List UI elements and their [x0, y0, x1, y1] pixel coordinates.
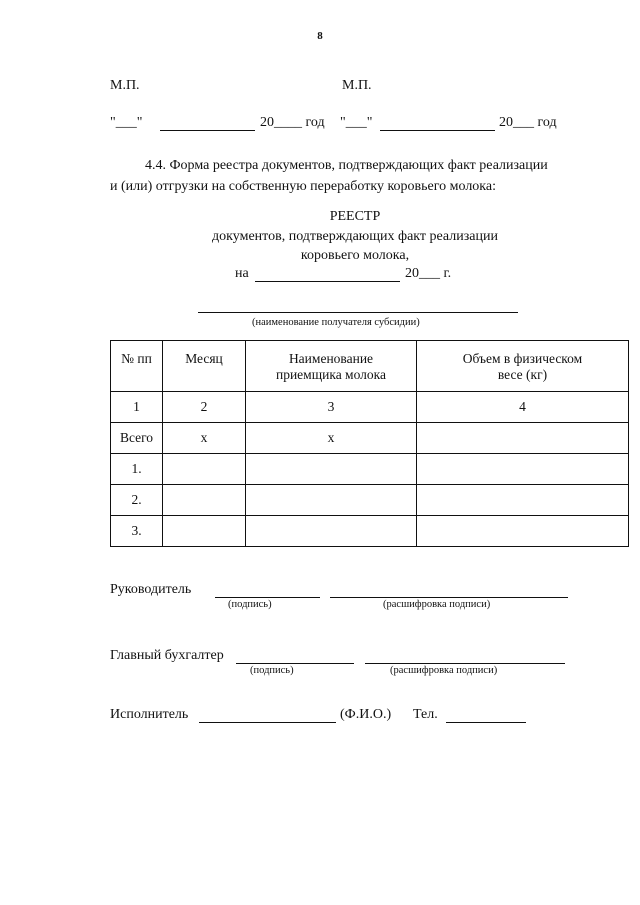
table-cell — [417, 485, 629, 516]
table-cell — [163, 516, 246, 547]
header-month: Месяц — [163, 341, 246, 392]
table-cell: 1 — [111, 392, 163, 423]
table-cell — [246, 516, 417, 547]
table-row — [111, 454, 629, 485]
table-row — [111, 485, 629, 516]
registry-title: РЕЕСТР — [329, 209, 381, 224]
registry-date-suffix: 20___ г. — [405, 266, 452, 281]
table-cell: 3. — [111, 516, 163, 547]
table-cell: Всего — [111, 423, 163, 454]
stamp-right: М.П. — [342, 78, 372, 93]
date-quote-left: "___" — [110, 115, 143, 130]
head-decode-caption: (расшифровка подписи) — [383, 599, 491, 610]
date-year-right: 20___ год — [499, 115, 557, 130]
accountant-label: Главный бухгалтер — [110, 648, 224, 663]
header-number: № пп — [111, 341, 163, 392]
table-cell — [246, 454, 417, 485]
table-cell: 1. — [111, 454, 163, 485]
accountant-decode-caption: (расшифровка подписи) — [390, 665, 498, 676]
executor-tel-label: Тел. — [413, 707, 438, 722]
table-cell: 2. — [111, 485, 163, 516]
date-quote-right: "___" — [340, 115, 373, 130]
registry-date-prefix: на — [235, 266, 249, 281]
registry-subtitle-1: документов, подтверждающих факт реализации — [212, 229, 498, 244]
date-line-left — [160, 130, 255, 131]
table-cell: x — [163, 423, 246, 454]
executor-label: Исполнитель — [110, 707, 189, 722]
table-total-row — [111, 423, 629, 454]
head-decode-line — [330, 597, 568, 598]
table-cell — [417, 454, 629, 485]
table-cell: 4 — [417, 392, 629, 423]
table-cell: x — [246, 423, 417, 454]
table-cell — [417, 516, 629, 547]
header-receiver: Наименование приемщика молока — [246, 341, 417, 392]
header-volume: Объем в физическом весе (кг) — [417, 341, 629, 392]
table-cell — [163, 454, 246, 485]
recipient-line — [198, 312, 518, 313]
head-sign-caption: (подпись) — [228, 599, 272, 610]
registry-subtitle-2: коровьего молока, — [300, 248, 410, 263]
head-sign-line — [215, 597, 320, 598]
registry-date-line — [255, 281, 400, 282]
accountant-sign-caption: (подпись) — [250, 665, 294, 676]
page-number: 8 — [317, 30, 323, 42]
executor-fio: (Ф.И.О.) — [340, 707, 392, 722]
date-year-left: 20____ год — [260, 115, 325, 130]
table-row — [111, 516, 629, 547]
recipient-caption: (наименование получателя субсидии) — [252, 317, 420, 328]
table-cell — [163, 485, 246, 516]
intro-line-2: и (или) отгрузки на собственную переработку коровьего молока: — [110, 179, 497, 194]
table-cell: 2 — [163, 392, 246, 423]
table-cell — [417, 423, 629, 454]
stamp-left: М.П. — [110, 78, 140, 93]
accountant-decode-line — [365, 663, 565, 664]
table-cell: 3 — [246, 392, 417, 423]
head-label: Руководитель — [110, 582, 192, 597]
intro-line-1: 4.4. Форма реестра документов, подтверждающих факт реализации — [145, 158, 548, 173]
table-header-row — [111, 341, 629, 392]
registry-table — [110, 340, 629, 547]
accountant-sign-line — [236, 663, 354, 664]
date-line-right — [380, 130, 495, 131]
table-cell — [246, 485, 417, 516]
executor-line — [199, 722, 336, 723]
table-numbering-row — [111, 392, 629, 423]
executor-tel-line — [446, 722, 526, 723]
